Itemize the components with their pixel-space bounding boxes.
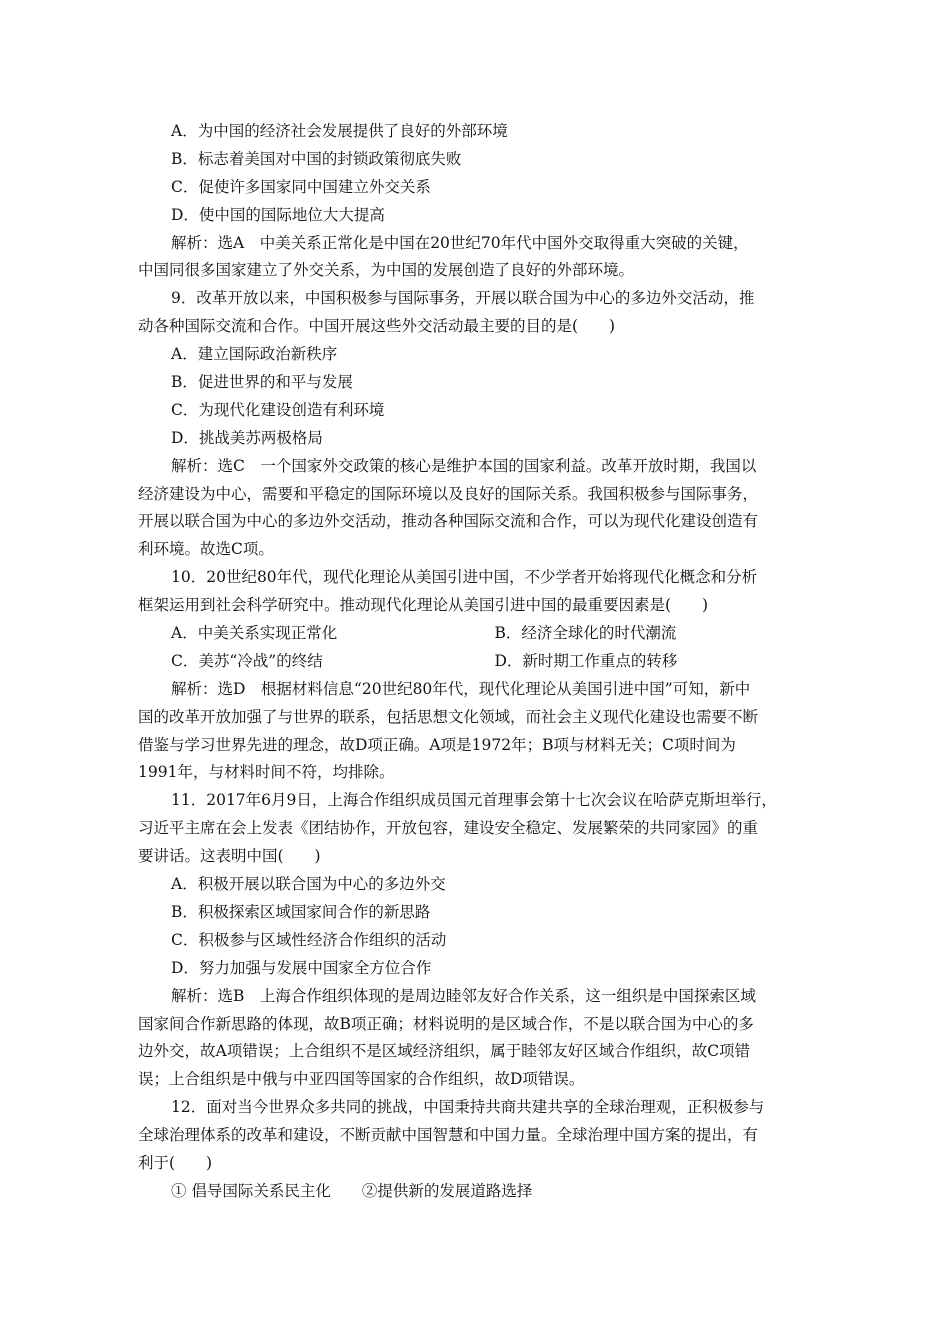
text-line: 1991年，与材料时间不符，均排除。 — [138, 763, 395, 782]
answer-option: C．为现代化建设创造有利环境 — [171, 400, 385, 419]
text-line: 借鉴与学习世界先进的理念，故D项正确。A项是1972年；B项与材料无关；C项时间为 — [138, 735, 736, 754]
text-line: 框架运用到社会科学研究中。推动现代化理论从美国引进中国的最重要因素是( ) — [138, 596, 709, 615]
text-line: 经济建设为中心，需要和平稳定的国际环境以及良好的国际关系。我国积极参与国际事务， — [138, 484, 759, 503]
answer-option: A．建立国际政治新秩序 — [171, 345, 338, 364]
answer-option: D．使中国的国际地位大大提高 — [171, 205, 385, 224]
text-line: 国的改革开放加强了与世界的联系，包括思想文化领域，而社会主义现代化建设也需要不断 — [138, 707, 759, 726]
option-pair-row — [138, 620, 818, 648]
answer-option: B．促进世界的和平与发展 — [171, 373, 353, 392]
option-right: D．新时期工作重点的转移 — [494, 651, 678, 670]
text-line: 国家间合作新思路的体现，故B项正确；材料说明的是区域合作，不是以联合国为中心的多 — [138, 1014, 754, 1033]
answer-option: A．为中国的经济社会发展提供了良好的外部环境 — [171, 122, 508, 140]
answer-option: B．积极探索区域国家间合作的新思路 — [171, 902, 431, 921]
answer-option: B．标志着美国对中国的封锁政策彻底失败 — [171, 149, 462, 168]
text-line: 习近平主席在会上发表《团结协作，开放包容，建设安全稳定、发展繁荣的共同家园》的重 — [138, 819, 759, 838]
answer-option: A．积极开展以联合国为中心的多边外交 — [171, 875, 446, 894]
text-line: 边外交，故A项错误；上合组织不是区域经济组织，属于睦邻友好区域合作组织，故C项错 — [138, 1042, 751, 1061]
paragraph-start: 12．面对当今世界众多共同的挑战，中国秉持共商共建共享的全球治理观，正积极参与 — [171, 1098, 765, 1117]
option-pair-row — [138, 648, 818, 676]
paragraph-start: 解析：选C 一个国家外交政策的核心是维护本国的国家利益。改革开放时期，我国以 — [171, 456, 757, 475]
answer-option: C．积极参与区域性经济合作组织的活动 — [171, 930, 447, 949]
text-line: 全球治理体系的改革和建设，不断贡献中国智慧和中国力量。全球治理中国方案的提出，有 — [138, 1126, 759, 1145]
paragraph-start: 解析：选B 上海合作组织体现的是周边睦邻友好合作关系，这一组织是中国探索区域 — [171, 986, 756, 1005]
text-line: 开展以联合国为中心的多边外交活动，推动各种国际交流和合作，可以为现代化建设创造有 — [138, 512, 759, 531]
option-left: A．中美关系实现正常化 — [171, 624, 338, 643]
text-line: 中国同很多国家建立了外交关系，为中国的发展创造了良好的外部环境。 — [138, 261, 635, 280]
answer-option: D．努力加强与发展中国家全方位合作 — [171, 958, 432, 977]
text-line: 利于( ) — [138, 1153, 213, 1172]
text-line: 利环境。故选C项。 — [138, 540, 274, 559]
option-left: C．美苏“冷战”的终结 — [171, 651, 323, 670]
paragraph-start: 11．2017年6月9日，上海合作组织成员国元首理事会第十七次会议在哈萨克斯坦举行， — [171, 791, 777, 810]
paragraph-start: 9．改革开放以来，中国积极参与国际事务，开展以联合国为中心的多边外交活动，推 — [171, 289, 755, 308]
answer-option: ① 倡导国际关系民主化 ②提供新的发展道路选择 — [171, 1181, 533, 1200]
paragraph-start: 解析：选A 中美关系正常化是中国在20世纪70年代中国外交取得重大突破的关键， — [171, 233, 749, 252]
text-line: 要讲话。这表明中国( ) — [138, 847, 321, 866]
paragraph-start: 10．20世纪80年代，现代化理论从美国引进中国，不少学者开始将现代化概念和分析 — [171, 568, 758, 587]
text-line: 动各种国际交流和合作。中国开展这些外交活动最主要的目的是( ) — [138, 317, 616, 336]
text-line: 误；上合组织是中俄与中亚四国等国家的合作组织，故D项错误。 — [138, 1070, 585, 1089]
option-right: B．经济全球化的时代潮流 — [494, 624, 677, 643]
answer-option: C．促使许多国家同中国建立外交关系 — [171, 177, 431, 196]
document-body — [138, 118, 818, 1206]
paragraph-start: 解析：选D 根据材料信息“20世纪80年代，现代化理论从美国引进中国”可知，新中 — [171, 679, 751, 698]
answer-option: D．挑战美苏两极格局 — [171, 428, 323, 447]
